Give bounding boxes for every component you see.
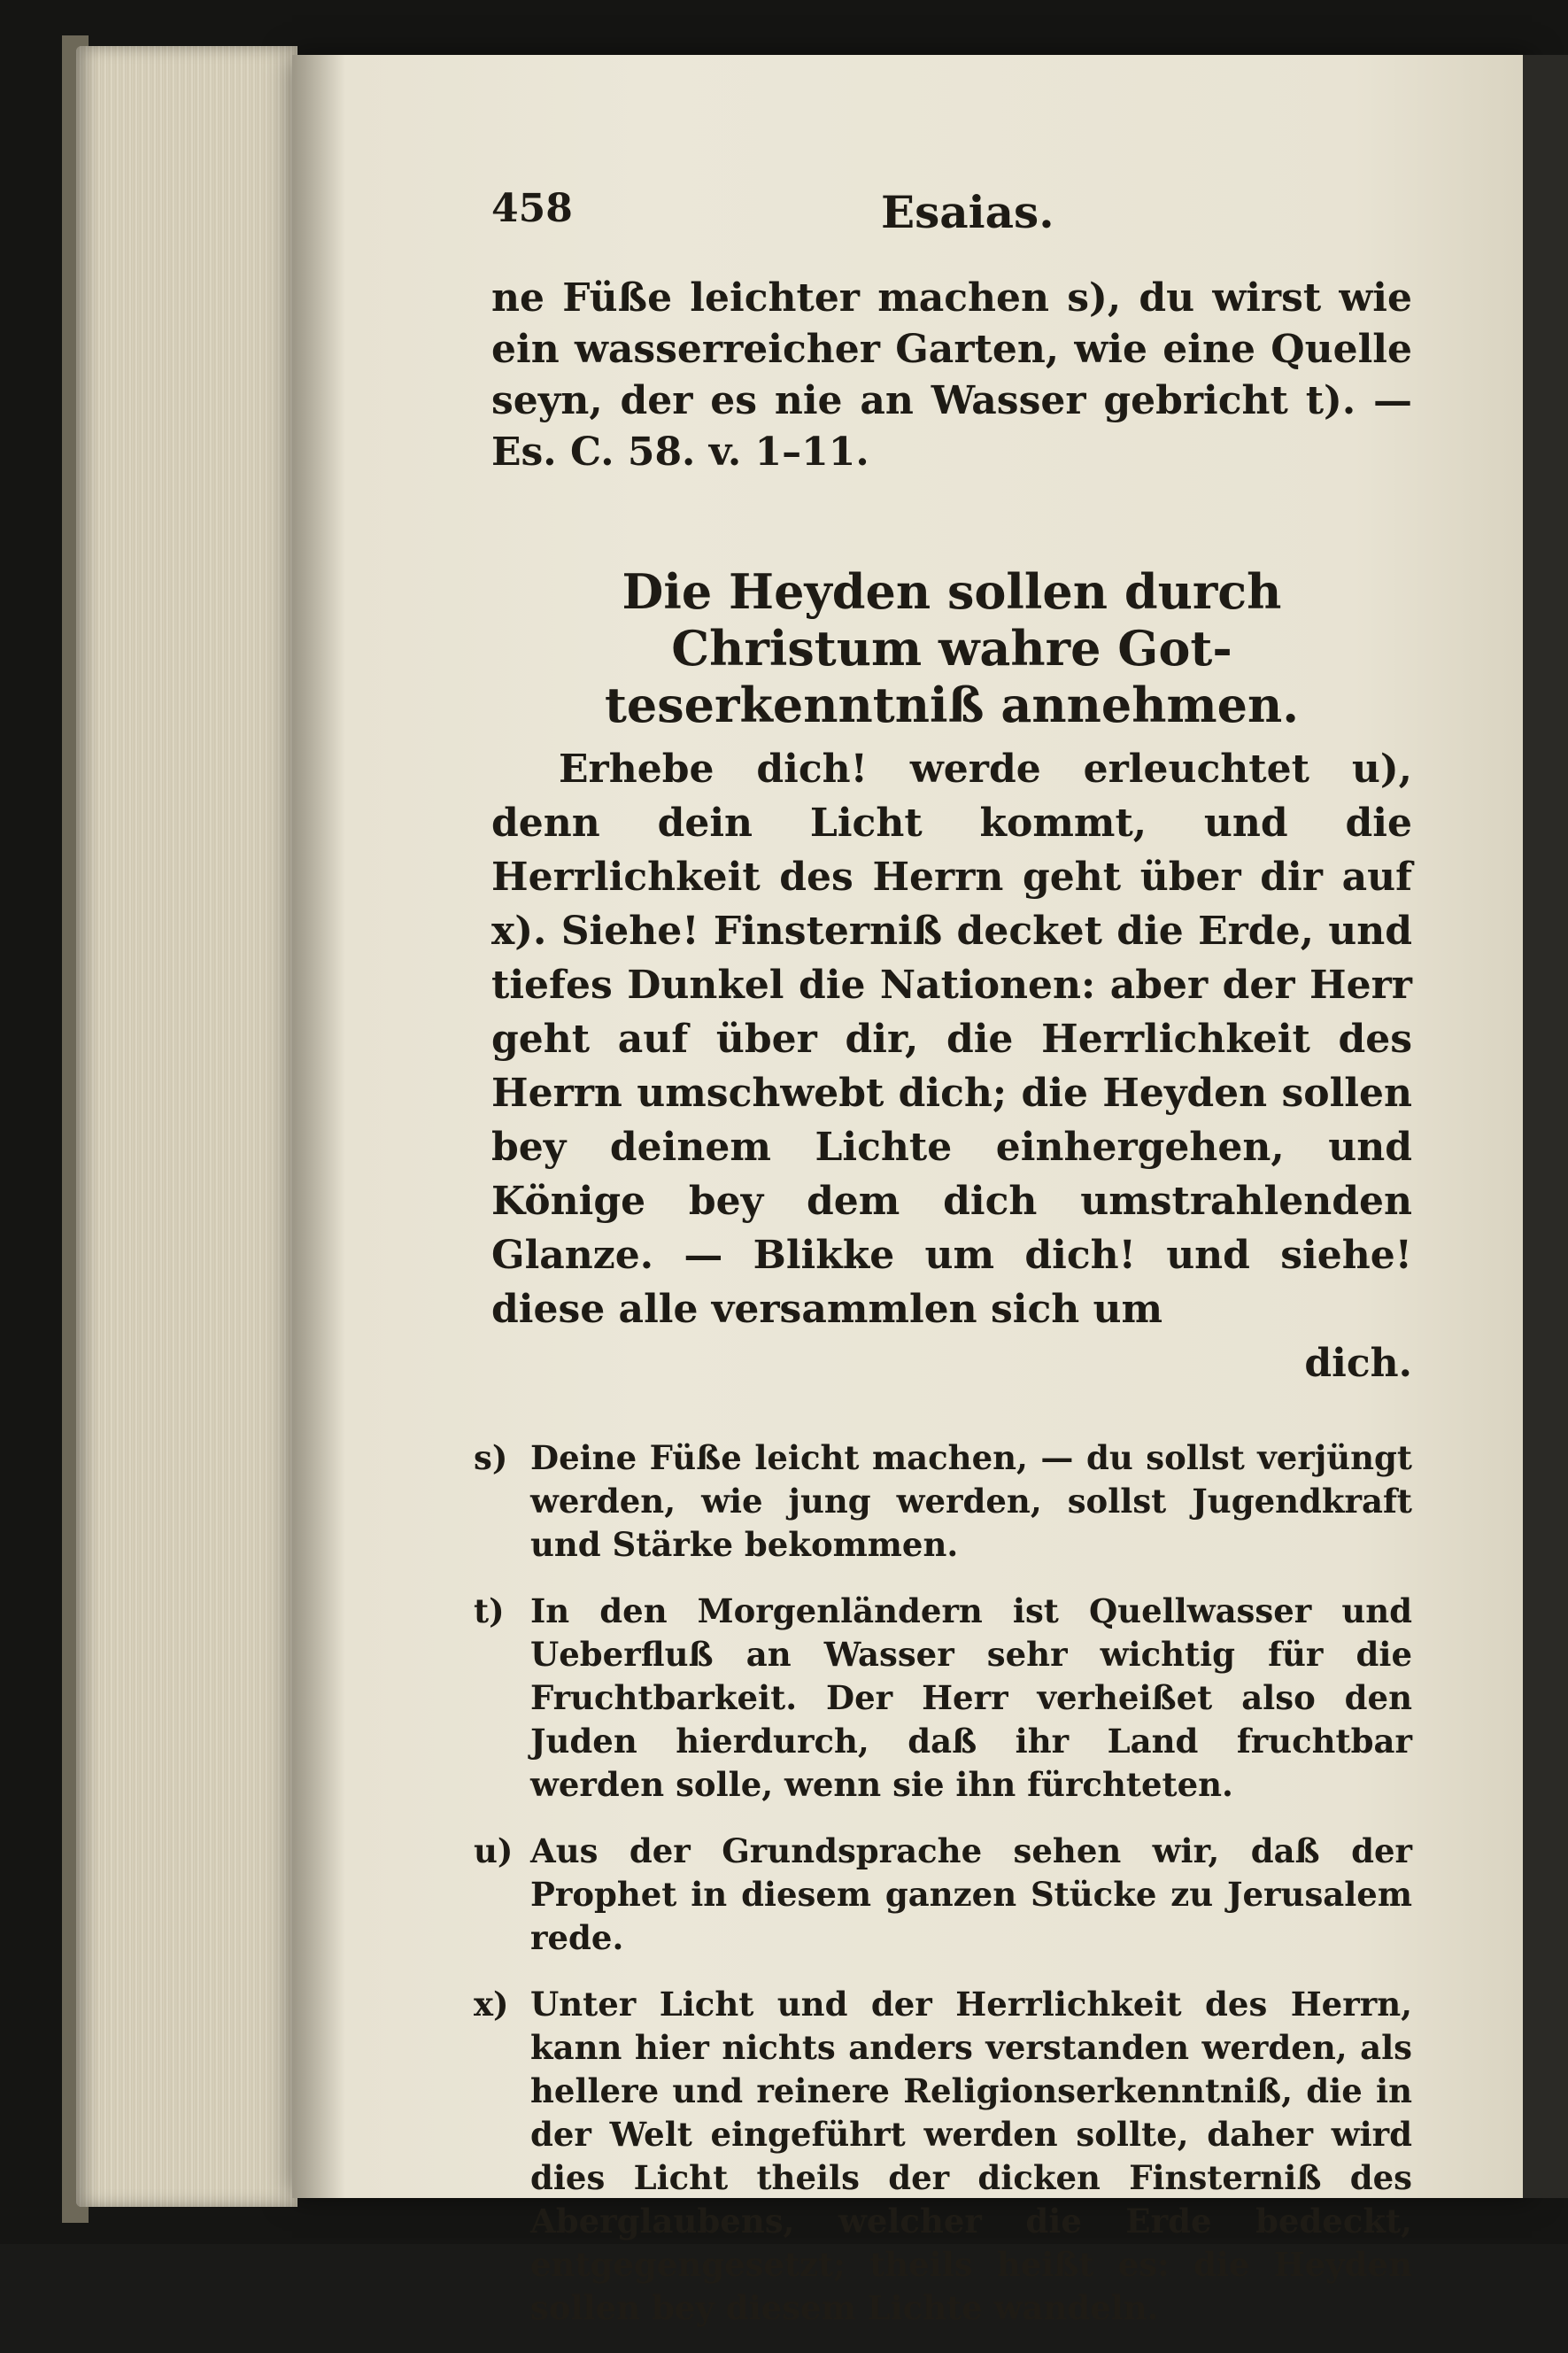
page-content [474,186,1412,2353]
section-paragraph: Erhebe dich! werde erleuchtet u), denn dein Licht kommt, und die Herrlichkeit des Herrn geht über dir auf x). Siehe! Finsterniß decket die Erde, und tiefes Dunkel die Nationen: aber der Herr geht auf über dir, die Herrlichkeit des Herrn umschwebt dich; die Heyden sollen bey deinem Lichte einhergehen, und Könige bey dem dich umstrahlenden Glanze. — Blikke um dich! und siehe! diese alle versammlen sich um [491,747,1412,1332]
running-title: Esaias. [881,186,1054,238]
running-head [491,186,1412,257]
footnote-x [474,1983,1412,2330]
page-stack-edge [76,46,297,2207]
footnote-text: Unter Licht und der Herrlichkeit des Herrn, kann hier nichts anders verstanden werden, als hellere und reinere Religionserkenntniß, die in der Welt eingeführt werden sollte, daher wird dies Licht theils der dicken Finsterniß des Aberglaubens, welcher die Erde bedeckt, entgegengesetzt; theils heißt es: die Heyden sollen bey diesem Lichte wandeln. [530,1985,1412,2327]
continued-text: ne Füße leichter machen s), du wirst wie ein wasserreicher Garten, wie eine Quelle seyn, der es nie an Wasser gebricht t). — Es. C. 58. v. 1–11. [491,275,1412,475]
footnote-s [474,1436,1412,1567]
footnote-text: Deine Füße leicht machen, — du sollst verjüngt werden, wie jung werden, sollst Jugendkraft und Stärke bekommen. [530,1438,1412,1564]
footnote-marker: u) [474,1831,514,1870]
footnote-marker: x) [474,1985,509,2024]
gutter-shadow [292,55,345,2198]
page-number: 458 [491,186,573,231]
heading-line-1: Die Heyden sollen durch Christum wahre Got- [622,563,1282,677]
footnotes [474,1436,1412,2330]
footnote-marker: t) [474,1591,505,1630]
footnote-t [474,1590,1412,1807]
footnote-text: Aus der Grundsprache sehen wir, daß der Prophet in diesem ganzen Stücke zu Jerusalem rede. [530,1831,1412,1957]
heading-line-2: teserkenntniß annehmen. [604,677,1300,733]
footnote-text: In den Morgenländern ist Quellwasser und Ueberfluß an Wasser sehr wichtig für die Fruchtbarkeit. Der Herr verheißet also den Juden hierdurch, daß ihr Land fruchtbar werden solle, wenn sie ihn fürchteten. [530,1591,1412,1804]
section-heading [491,563,1412,733]
footnote-u [474,1830,1412,1960]
facing-page-edge [1523,55,1568,2198]
section-paragraph-end: dich. [1304,1341,1412,1386]
footnote-marker: s) [474,1438,508,1477]
